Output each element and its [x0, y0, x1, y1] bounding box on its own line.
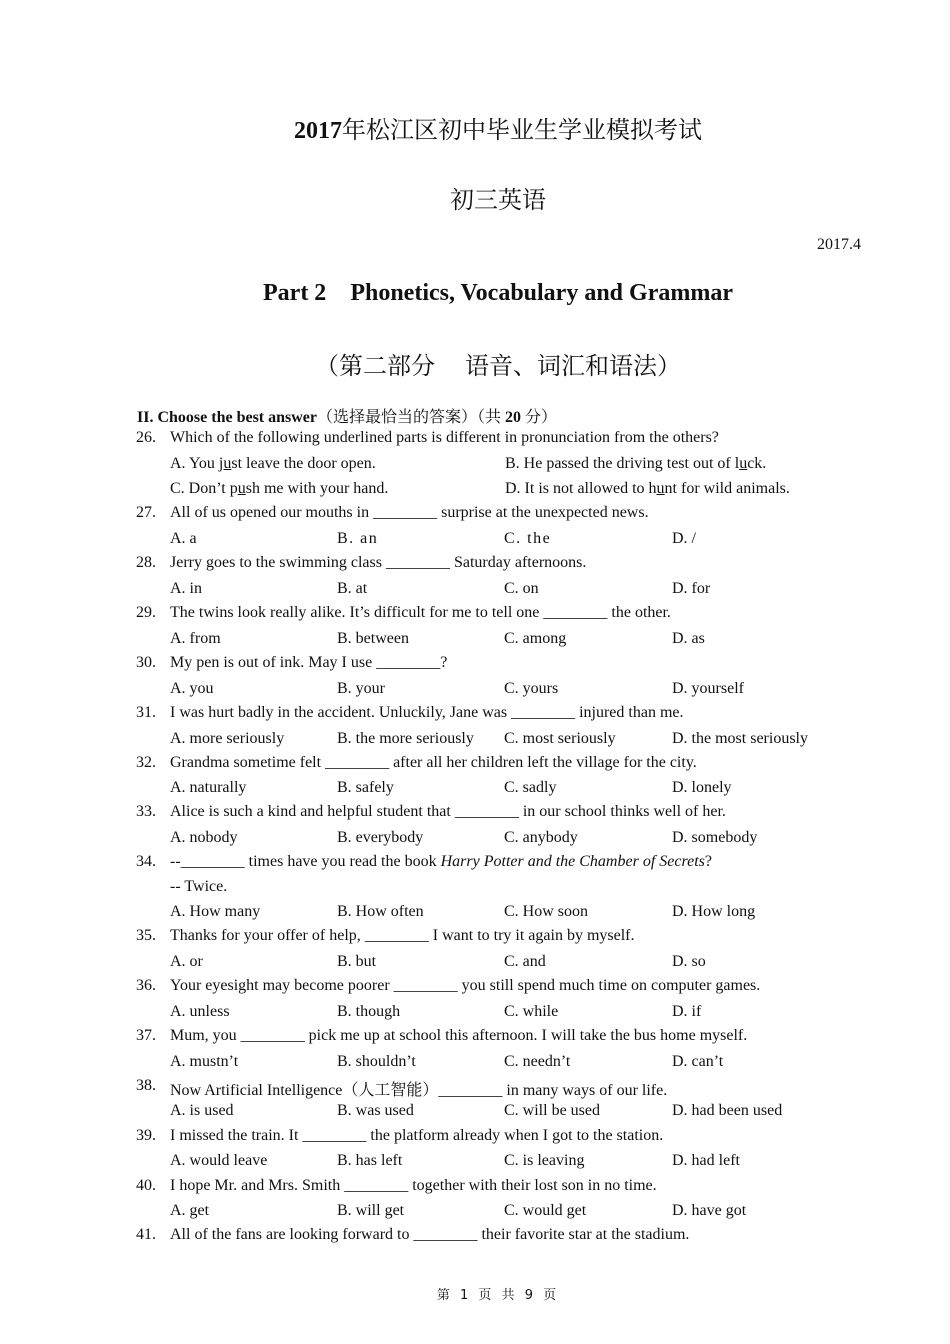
- option-a: A. mustn’t: [170, 1053, 239, 1070]
- option-c: C. while: [504, 1003, 559, 1020]
- option-c: C. is leaving: [504, 1152, 585, 1169]
- section-title-cn: （选择最恰当的答案）（共: [317, 409, 506, 426]
- option-b: B. was used: [337, 1102, 414, 1119]
- question-number: 35.: [136, 927, 156, 944]
- option-b: B. shouldn’t: [337, 1053, 416, 1070]
- question-text: I missed the train. It ________ the platform already when I got to the station.: [170, 1127, 664, 1144]
- page-footer: 第 1 页 共 9 页: [436, 1288, 560, 1303]
- option-b: B. though: [337, 1003, 401, 1020]
- option-a: A. in: [170, 580, 202, 597]
- question-number: 31.: [136, 704, 156, 721]
- part-label: Part 2: [263, 280, 327, 306]
- question-number: 30.: [136, 654, 156, 671]
- option-c: C. most seriously: [504, 730, 616, 747]
- exam-subtitle: 初三英语: [450, 188, 546, 214]
- option-b: B. He passed the driving test out of luck.: [505, 455, 767, 472]
- option-d: D. the most seriously: [672, 730, 808, 747]
- option-d: D. somebody: [672, 829, 758, 846]
- option-d: D. so: [672, 953, 706, 970]
- part-heading: [0, 280, 950, 307]
- question-text: All of the fans are looking forward to ________ their favorite star at the stadium.: [170, 1226, 690, 1243]
- question-number: 39.: [136, 1127, 156, 1144]
- question-number: 38.: [136, 1077, 156, 1094]
- question-number: 32.: [136, 754, 156, 771]
- option-a: A. How many: [170, 903, 261, 920]
- option-c: C. needn’t: [504, 1053, 571, 1070]
- option-d: D. as: [672, 630, 705, 647]
- question-number: 34.: [136, 853, 156, 870]
- option-d: D. It is not allowed to hunt for wild animals.: [505, 480, 790, 497]
- book-title: Harry Potter and the Chamber of Secrets: [440, 853, 705, 870]
- dialogue-reply: -- Twice.: [170, 878, 228, 895]
- option-a: A. would leave: [170, 1152, 268, 1169]
- question-text: Jerry goes to the swimming class ________ Saturday afternoons.: [170, 554, 587, 571]
- question-number: 37.: [136, 1027, 156, 1044]
- question-text: Which of the following underlined parts is different in pronunciation from the others?: [170, 429, 719, 446]
- option-b: B. an: [337, 530, 379, 547]
- option-a: A. more seriously: [170, 730, 285, 747]
- question-text: Grandma sometime felt ________ after all her children left the village for the city.: [170, 754, 697, 771]
- option-c: C. will be used: [504, 1102, 600, 1119]
- question-text: The twins look really alike. It’s difficult for me to tell one ________ the other.: [170, 604, 671, 621]
- option-c: C. on: [504, 580, 539, 597]
- option-b: B. your: [337, 680, 385, 697]
- option-c: C. yours: [504, 680, 559, 697]
- option-d: D. lonely: [672, 779, 732, 796]
- option-b: B. the more seriously: [337, 730, 474, 747]
- option-b: B. at: [337, 580, 368, 597]
- option-d: D. had left: [672, 1152, 740, 1169]
- option-b: B. safely: [337, 779, 394, 796]
- question-number: 29.: [136, 604, 156, 621]
- underlined-part: u: [739, 455, 748, 472]
- question-text: Mum, you ________ pick me up at school this afternoon. I will take the bus home myself.: [170, 1027, 748, 1044]
- option-a: A. unless: [170, 1003, 230, 1020]
- option-a: A. or: [170, 953, 203, 970]
- question-text: My pen is out of ink. May I use ________?: [170, 654, 448, 671]
- option-c: C. Don’t push me with your hand.: [170, 480, 389, 497]
- option-c: C. How soon: [504, 903, 589, 920]
- exam-year: 2017: [294, 118, 342, 144]
- section-title-cn-end: 分）: [521, 409, 558, 426]
- option-b: B. How often: [337, 903, 424, 920]
- question-number: 33.: [136, 803, 156, 820]
- option-c: C. would get: [504, 1202, 587, 1219]
- section-title: II. Choose the best answer: [137, 409, 317, 426]
- option-d: D. had been used: [672, 1102, 783, 1119]
- question-text: All of us opened our mouths in ________ surprise at the unexpected news.: [170, 504, 649, 521]
- exam-title: [0, 110, 950, 145]
- option-a: A. from: [170, 630, 221, 647]
- option-d: D. have got: [672, 1202, 747, 1219]
- question-number: 27.: [136, 504, 156, 521]
- question-number: 41.: [136, 1226, 156, 1243]
- option-d: D. How long: [672, 903, 756, 920]
- section-points: 20: [505, 409, 522, 426]
- option-b: B. everybody: [337, 829, 424, 846]
- option-c: C. sadly: [504, 779, 557, 796]
- option-b: B. has left: [337, 1152, 403, 1169]
- option-c: C. among: [504, 630, 567, 647]
- option-d: D. for: [672, 580, 711, 597]
- question-number: 40.: [136, 1177, 156, 1194]
- option-a: A. you: [170, 680, 214, 697]
- option-d: D. if: [672, 1003, 702, 1020]
- option-b: B. but: [337, 953, 377, 970]
- exam-date: 2017.4: [817, 236, 861, 253]
- part-heading-cn: （第二部分 语音、词汇和语法）: [315, 354, 681, 380]
- question-text: Thanks for your offer of help, ________ I want to try it again by myself.: [170, 927, 635, 944]
- question-number: 28.: [136, 554, 156, 571]
- option-c: C. the: [504, 530, 552, 547]
- question-text: I hope Mr. and Mrs. Smith ________ together with their lost son in no time.: [170, 1177, 657, 1194]
- section-heading: [137, 404, 557, 427]
- option-d: D. can’t: [672, 1053, 724, 1070]
- option-a: A. a: [170, 530, 197, 547]
- option-c: C. and: [504, 953, 546, 970]
- part-name: Phonetics, Vocabulary and Grammar: [350, 280, 733, 306]
- option-b: B. between: [337, 630, 409, 647]
- option-a: A. You just leave the door open.: [170, 455, 376, 472]
- underlined-part: u: [656, 480, 665, 497]
- question-number: 36.: [136, 977, 156, 994]
- question-text: --________ times have you read the book Harry Potter and the Chamber of Secrets?: [170, 853, 712, 870]
- question-text: Now Artificial Intelligence（人工智能）________ in many ways of our life.: [170, 1082, 668, 1099]
- option-a: A. nobody: [170, 829, 238, 846]
- option-c: C. anybody: [504, 829, 578, 846]
- option-a: A. get: [170, 1202, 210, 1219]
- option-a: A. is used: [170, 1102, 234, 1119]
- question-number: 26.: [136, 429, 156, 446]
- underlined-part: ju: [218, 455, 232, 472]
- option-b: B. will get: [337, 1202, 405, 1219]
- question-text: Alice is such a kind and helpful student that ________ in our school thinks well of her.: [170, 803, 726, 820]
- question-text: Your eyesight may become poorer ________ you still spend much time on computer games.: [170, 977, 761, 994]
- option-a: A. naturally: [170, 779, 247, 796]
- exam-title-text: 年松江区初中毕业生学业模拟考试: [342, 118, 702, 144]
- question-text: I was hurt badly in the accident. Unluckily, Jane was ________ injured than me.: [170, 704, 684, 721]
- option-d: D. /: [672, 530, 696, 547]
- underlined-part: u: [237, 480, 246, 497]
- option-d: D. yourself: [672, 680, 744, 697]
